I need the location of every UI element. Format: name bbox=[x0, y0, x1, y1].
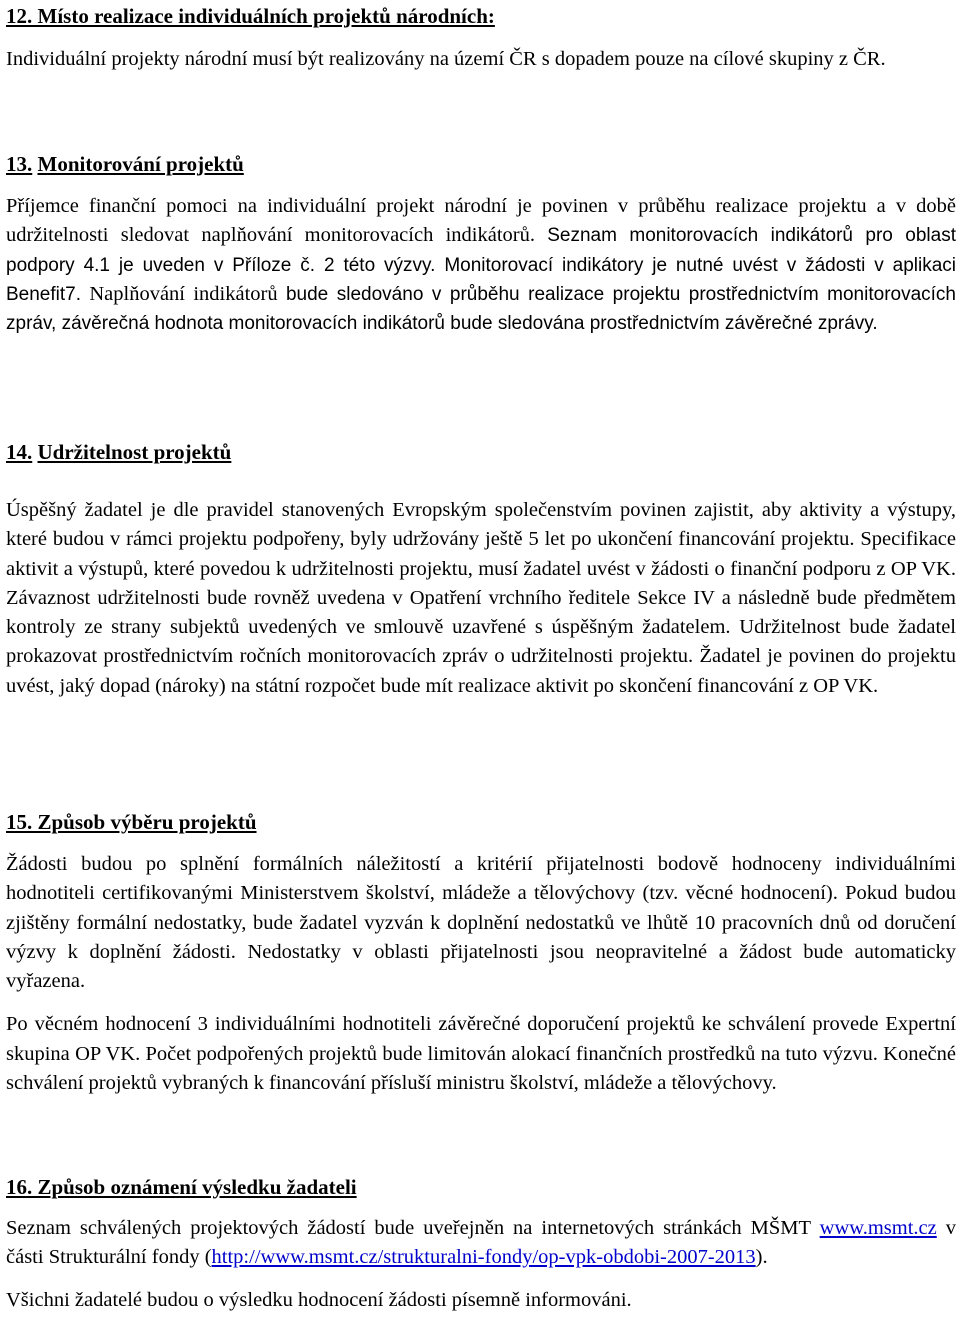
section-13 bbox=[6, 150, 956, 338]
section-14-number: 14. bbox=[6, 440, 33, 464]
section-13-heading bbox=[6, 150, 956, 179]
section-16 bbox=[6, 1173, 956, 1315]
section-16-text-post: ). bbox=[755, 1246, 768, 1269]
section-12-heading: 12. Místo realizace individuálních projektů národních: bbox=[6, 4, 495, 28]
section-13-title: Monitorování projektů bbox=[37, 152, 244, 176]
section-12 bbox=[6, 2, 956, 74]
section-15 bbox=[6, 808, 956, 1098]
section-14 bbox=[6, 438, 956, 701]
section-16-heading: 16. Způsob oznámení výsledku žadateli bbox=[6, 1175, 357, 1199]
section-12-body: Individuální projekty národní musí být realizovány na území ČR s dopadem pouze na cílové skupiny z ČR. bbox=[6, 48, 886, 70]
section-13-body-part3: Naplňování indikátorů bbox=[89, 282, 278, 305]
section-16-text-mid: v části Strukturální fondy ( bbox=[6, 1217, 957, 1269]
section-16-body-2: Všichni žadatelé budou o výsledku hodnocení žádosti písemně informováni. bbox=[6, 1288, 632, 1311]
section-16-body-1 bbox=[6, 1214, 956, 1273]
section-15-heading: 15. Způsob výběru projektů bbox=[6, 810, 257, 834]
section-14-body: Úspěšný žadatel je dle pravidel stanovených Evropským společenstvím povinen zajistit, aby aktivity a výstupy, které budou v rámci projektu podpořeny, byly udržovány ještě 5 let po ukončení financování projektu. Specifikace aktivit a výstupů, které povedou k udržitelnosti projektu, musí žadatel uvést v žádosti o finanční podporu z OP VK. Závaznost udržitelnosti bude rovněž uvedena v Opatření vrchního ředitele Sekce IV a následně bude předmětem kontroly ze strany subjektů uvedených ve smlouvě uzavřené s úspěšným žadatelem. Udržitelnost bude žadatel prokazovat prostřednictvím ročních monitorovacích zpráv o udržitelnosti projektu. Žadatel je povinen do projektu uvést, jaký dopad (nároky) na státní rozpočet bude mít realizace aktivit po skončení financování z OP VK. bbox=[6, 499, 956, 697]
section-13-body bbox=[6, 192, 956, 338]
section-15-body-2: Po věcném hodnocení 3 individuálními hodnotiteli závěrečné doporučení projektů ke schválení provede Expertní skupina OP VK. Počet podpořených projektů bude limitován alokací finančních prostředků na tuto výzvu. Konečné schválení projektů vybraných k financování přísluší ministru školství, mládeže a tělovýchovy. bbox=[6, 1013, 956, 1095]
section-13-body-part4: bude sledováno v průběhu realizace projektu prostřednictvím monitorovacích zpráv, závěrečná hodnota monitorovacích indikátorů bude sledována prostřednictvím závěrečné zprávy. bbox=[6, 283, 957, 335]
structural-funds-link[interactable]: http://www.msmt.cz/strukturalni-fondy/op-vpk-obdobi-2007-2013 bbox=[211, 1246, 756, 1269]
msmt-link[interactable]: www.msmt.cz bbox=[819, 1217, 937, 1239]
section-13-body-part1: Příjemce finanční pomoci na individuální projekt národní je povinen v průběhu realizace projektu a v době udržitelnosti sledovat naplňování monitorovacích indikátorů. bbox=[6, 195, 956, 247]
section-14-heading bbox=[6, 438, 956, 467]
section-13-number: 13. bbox=[6, 152, 33, 176]
section-13-body-part2: Seznam monitorovacích indikátorů pro oblast podpory 4.1 je uveden v Příloze č. 2 této výzvy. Monitorovací indikátory je nutné uvést v žádosti v aplikaci Benefit7. bbox=[6, 225, 956, 305]
section-16-text-pre: Seznam schválených projektových žádostí bude uveřejněn na internetových stránkách MŠMT bbox=[6, 1217, 811, 1239]
section-14-title: Udržitelnost projektů bbox=[37, 440, 232, 464]
section-15-body-1: Žádosti budou po splnění formálních náležitostí a kritérií přijatelnosti bodově hodnoceny individuálními hodnotiteli certifikovanými Ministerstvem školství, mládeže a tělovýchovy (tzv. věcné hodnocení). Pokud budou zjištěny formální nedostatky, bude žadatel vyzván k doplnění nedostatků ve lhůtě 10 pracovních dnů od doručení výzvy k doplnění žádosti. Nedostatky v oblasti přijatelnosti jsou neopravitelné a žádost bude automaticky vyřazena. bbox=[6, 853, 956, 993]
